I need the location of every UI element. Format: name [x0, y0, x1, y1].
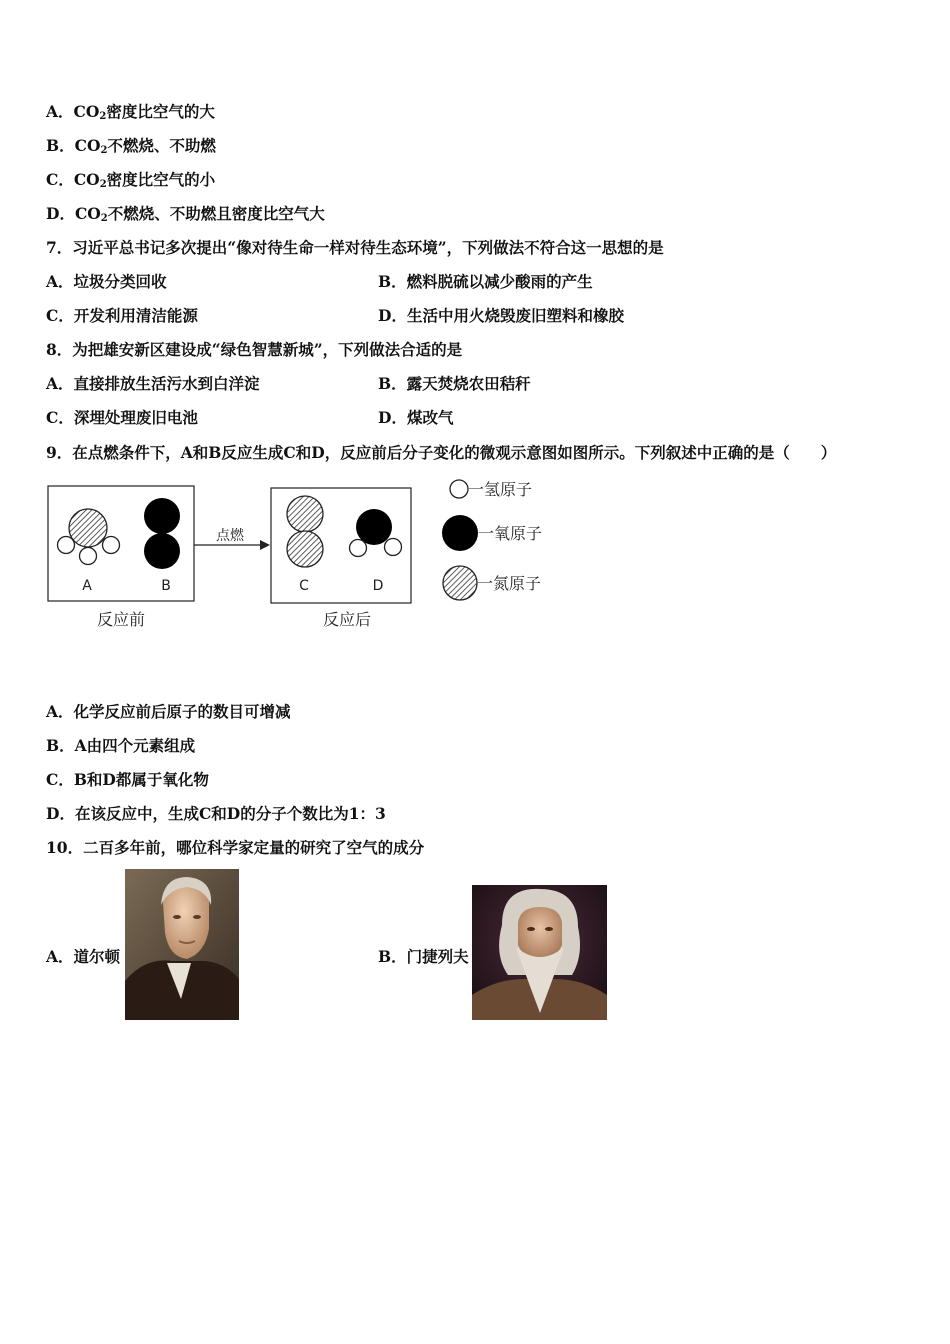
q8-option-a: A．直接排放生活污水到白洋淀: [46, 374, 260, 393]
legend-nitrogen: 一氮原子: [477, 574, 542, 593]
q8-option-b: B．露天焚烧农田秸秆: [378, 374, 531, 393]
q7-option-b: B．燃料脱硫以减少酸雨的产生: [378, 272, 593, 291]
legend-hydrogen-icon: [450, 480, 468, 498]
q6-option-a: A．$CO_2$密度比空气的大: [46, 102, 215, 122]
q7-option-d: D．生活中用火烧毁废旧塑料和橡胶: [378, 306, 624, 325]
condition-label: 点燃: [216, 528, 244, 544]
caption-before: 反应前: [96, 610, 146, 629]
q10-option-a: A．道尔顿: [46, 947, 121, 966]
label-b: B: [161, 578, 171, 594]
q6-option-c: C．$CO_2$密度比空气的小: [46, 170, 216, 190]
portrait-dalton: [125, 869, 239, 1020]
q9-option-d: D．在该反应中，生成C和D的分子个数比为1：3: [46, 804, 386, 823]
q6-option-d: D．$CO_2$不燃烧、不助燃且密度比空气大: [46, 204, 325, 224]
q6-option-b: B．$CO_2$不燃烧、不助燃: [46, 136, 216, 156]
q10-stem: 10．二百多年前，哪位科学家定量的研究了空气的成分: [46, 838, 425, 857]
q8-option-d: D．煤改气: [378, 408, 454, 427]
q7-option-a: A．垃圾分类回收: [46, 272, 167, 291]
q7-stem: 7．习近平总书记多次提出“像对待生命一样对待生态环境”，下列做法不符合这一思想的是: [46, 238, 664, 257]
legend-oxygen-icon: [442, 515, 478, 551]
q8-option-c: C．深埋处理废旧电池: [46, 408, 198, 427]
label-d: D: [372, 578, 384, 594]
q9-option-b: B．A由四个元素组成: [46, 736, 196, 755]
arrow-head: [260, 540, 270, 550]
q8-stem: 8．为把雄安新区建设成“绿色智慧新城”，下列做法合适的是: [46, 340, 463, 359]
q10-option-b: B．门捷列夫: [378, 947, 469, 966]
portrait-mendeleev: [472, 885, 607, 1020]
q9-stem: 9．在点燃条件下，A和B反应生成C和D，反应前后分子变化的微观示意图如图所示。下列叙述中正确的是（ ）: [46, 443, 837, 462]
q9-option-c: C．B和D都属于氧化物: [46, 770, 209, 789]
caption-after: 反应后: [322, 610, 372, 629]
label-c: C: [299, 578, 309, 594]
legend-nitrogen-icon: [443, 566, 477, 600]
reaction-diagram: [44, 478, 564, 648]
q9-option-a: A．化学反应前后原子的数目可增减: [46, 702, 291, 721]
legend-oxygen: 一氧原子: [478, 524, 543, 543]
legend-hydrogen: 一氢原子: [468, 480, 533, 499]
q7-option-c: C．开发利用清洁能源: [46, 306, 198, 325]
label-a: A: [82, 578, 92, 594]
